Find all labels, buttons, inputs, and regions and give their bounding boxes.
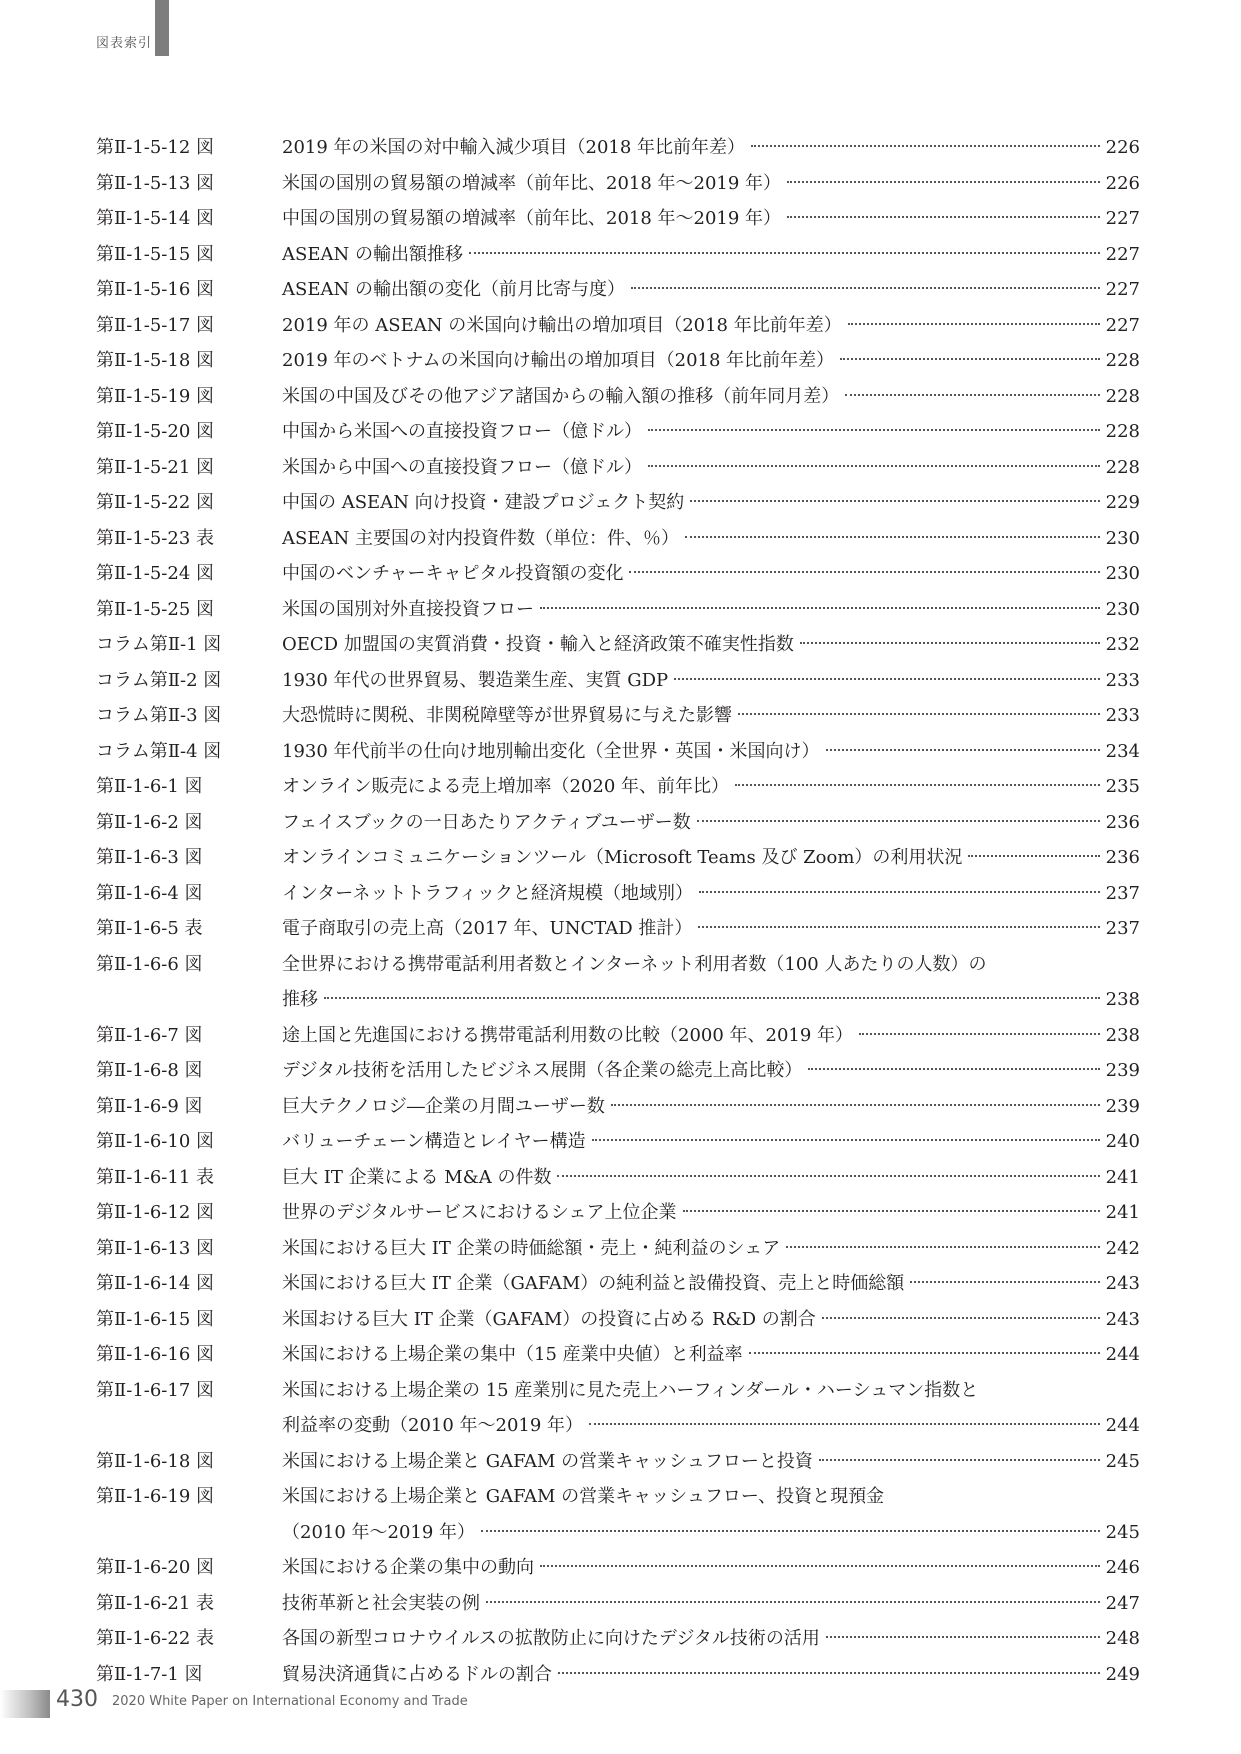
entry-title: デジタル技術を活用したビジネス展開（各企業の総売上高比較） bbox=[282, 1060, 803, 1081]
dot-leader bbox=[787, 181, 1100, 183]
entry-line bbox=[282, 627, 1140, 663]
index-entry bbox=[96, 1124, 1140, 1160]
entry-label: 第Ⅱ-1-6-15 図 bbox=[96, 1308, 215, 1330]
entry-label: 第Ⅱ-1-6-21 表 bbox=[96, 1592, 215, 1614]
dot-leader bbox=[481, 1530, 1100, 1532]
entry-body bbox=[282, 272, 1140, 308]
dot-leader bbox=[968, 855, 1099, 857]
entry-line bbox=[282, 343, 1140, 379]
entry-title: 米国の国別の貿易額の増減率（前年比、2018 年～2019 年） bbox=[282, 172, 782, 194]
entry-line bbox=[282, 1231, 1140, 1267]
entry-body bbox=[282, 1053, 1140, 1089]
entry-title: 巨大 IT 企業による M&A の件数 bbox=[282, 1166, 552, 1188]
entry-line bbox=[282, 592, 1140, 628]
entry-line bbox=[282, 450, 1140, 486]
entry-page-number: 229 bbox=[1105, 492, 1140, 513]
entry-label: 第Ⅱ-1-6-22 表 bbox=[96, 1628, 215, 1649]
entry-title: 米国における巨大 IT 企業（GAFAM）の純利益と設備投資、売上と時価総額 bbox=[282, 1273, 905, 1294]
entry-body bbox=[282, 769, 1140, 805]
index-entry bbox=[96, 734, 1140, 770]
entry-label: コラム第Ⅱ-3 図 bbox=[96, 705, 222, 726]
entry-label: 第Ⅱ-1-6-20 図 bbox=[96, 1557, 215, 1578]
entry-title: 2019 年の ASEAN の米国向け輸出の増加項目（2018 年比前年差） bbox=[282, 314, 842, 336]
entry-page-number: 249 bbox=[1105, 1663, 1140, 1685]
dot-leader bbox=[592, 1139, 1100, 1141]
entry-page-number: 239 bbox=[1105, 1060, 1140, 1081]
entry-title: 米国における巨大 IT 企業の時価総額・売上・純利益のシェア bbox=[282, 1237, 781, 1259]
entry-body bbox=[282, 343, 1140, 379]
entry-body bbox=[282, 1550, 1140, 1586]
index-entry bbox=[96, 876, 1140, 912]
entry-page-number: 241 bbox=[1105, 1166, 1140, 1188]
entry-body bbox=[282, 1195, 1140, 1231]
dot-leader bbox=[648, 465, 1100, 467]
entry-label: 第Ⅱ-1-5-17 図 bbox=[96, 314, 215, 336]
dot-leader bbox=[800, 642, 1100, 644]
dot-leader bbox=[683, 1210, 1100, 1212]
entry-label: 第Ⅱ-1-5-18 図 bbox=[96, 350, 215, 371]
entry-page-number: 236 bbox=[1105, 811, 1140, 833]
entry-page-number: 228 bbox=[1105, 350, 1140, 371]
index-entry bbox=[96, 414, 1140, 450]
entry-title: 米国における企業の集中の動向 bbox=[282, 1557, 534, 1578]
entry-line bbox=[282, 130, 1140, 166]
entry-title: 中国の ASEAN 向け投資・建設プロジェクト契約 bbox=[282, 492, 685, 513]
entry-body bbox=[282, 1231, 1140, 1267]
entry-page-number: 227 bbox=[1105, 208, 1140, 229]
entry-body bbox=[282, 237, 1140, 273]
entry-title: 中国の国別の貿易額の増減率（前年比、2018 年～2019 年） bbox=[282, 208, 782, 229]
entry-title: 2019 年のベトナムの米国向け輸出の増加項目（2018 年比前年差） bbox=[282, 350, 835, 371]
entry-label: 第Ⅱ-1-6-7 図 bbox=[96, 1024, 203, 1046]
entry-label: 第Ⅱ-1-5-16 図 bbox=[96, 279, 215, 300]
entry-page-number: 227 bbox=[1105, 243, 1140, 265]
index-entry bbox=[96, 663, 1140, 699]
entry-label: 第Ⅱ-1-6-4 図 bbox=[96, 882, 203, 904]
entry-label: 第Ⅱ-1-7-1 図 bbox=[96, 1663, 203, 1685]
entry-page-number: 248 bbox=[1105, 1628, 1140, 1649]
entry-line bbox=[282, 947, 1140, 983]
entry-title: 中国のベンチャーキャピタル投資額の変化 bbox=[282, 563, 624, 584]
dot-leader bbox=[840, 358, 1099, 360]
section-label: 図表索引 bbox=[96, 36, 153, 51]
index-entry bbox=[96, 1586, 1140, 1622]
dot-leader bbox=[822, 1317, 1100, 1319]
entry-title: （2010 年～2019 年） bbox=[282, 1521, 476, 1543]
entry-page-number: 245 bbox=[1105, 1450, 1140, 1472]
entry-title: 米国おける巨大 IT 企業（GAFAM）の投資に占める R&D の割合 bbox=[282, 1308, 816, 1330]
dot-leader bbox=[910, 1281, 1099, 1283]
index-entry bbox=[96, 201, 1140, 237]
entry-line bbox=[282, 1515, 1140, 1551]
dot-leader bbox=[819, 1459, 1100, 1461]
entry-body bbox=[282, 1302, 1140, 1338]
entry-page-number: 247 bbox=[1105, 1592, 1140, 1614]
entry-page-number: 228 bbox=[1105, 421, 1140, 442]
entry-label: 第Ⅱ-1-6-6 図 bbox=[96, 953, 203, 975]
entry-line bbox=[282, 1479, 1140, 1515]
entry-title: ASEAN の輸出額の変化（前月比寄与度） bbox=[282, 279, 625, 300]
entry-page-number: 238 bbox=[1105, 1024, 1140, 1046]
entry-title: 巨大テクノロジ―企業の月間ユーザー数 bbox=[282, 1095, 605, 1117]
entry-page-number: 233 bbox=[1105, 705, 1140, 726]
entry-line bbox=[282, 876, 1140, 912]
entry-label: 第Ⅱ-1-5-21 図 bbox=[96, 456, 215, 478]
entry-label: 第Ⅱ-1-6-8 図 bbox=[96, 1060, 203, 1081]
dot-leader bbox=[469, 252, 1100, 254]
entry-label: 第Ⅱ-1-6-11 表 bbox=[96, 1166, 215, 1188]
entry-body bbox=[282, 1089, 1140, 1125]
entry-label: 第Ⅱ-1-5-23 表 bbox=[96, 527, 215, 549]
dot-leader bbox=[611, 1104, 1100, 1106]
index-entry bbox=[96, 556, 1140, 592]
entry-label: 第Ⅱ-1-5-14 図 bbox=[96, 208, 215, 229]
index-entry bbox=[96, 947, 1140, 1018]
entry-line bbox=[282, 521, 1140, 557]
entry-label: 第Ⅱ-1-6-2 図 bbox=[96, 811, 203, 833]
entry-title: インターネットトラフィックと経済規模（地域別） bbox=[282, 882, 693, 904]
entry-page-number: 227 bbox=[1105, 279, 1140, 300]
entry-page-number: 238 bbox=[1105, 989, 1140, 1010]
entry-line bbox=[282, 414, 1140, 450]
entry-body bbox=[282, 1160, 1140, 1196]
entry-line bbox=[282, 1586, 1140, 1622]
index-entry bbox=[96, 272, 1140, 308]
entry-title: 全世界における携帯電話利用者数とインターネット利用者数（100 人あたりの人数）の bbox=[282, 953, 987, 975]
dot-leader bbox=[826, 1636, 1100, 1638]
index-entry bbox=[96, 308, 1140, 344]
entry-page-number: 235 bbox=[1105, 776, 1140, 797]
entry-page-number: 244 bbox=[1105, 1344, 1140, 1365]
entry-body bbox=[282, 805, 1140, 841]
entry-page-number: 226 bbox=[1105, 137, 1140, 158]
entry-body bbox=[282, 485, 1140, 521]
entry-label: 第Ⅱ-1-5-25 図 bbox=[96, 598, 215, 620]
entry-page-number: 241 bbox=[1105, 1202, 1140, 1223]
dot-leader bbox=[486, 1601, 1100, 1603]
entry-title: 中国から米国への直接投資フロー（億ドル） bbox=[282, 421, 642, 442]
index-entry bbox=[96, 1479, 1140, 1550]
entry-label: 第Ⅱ-1-6-9 図 bbox=[96, 1095, 203, 1117]
entry-label: 第Ⅱ-1-6-19 図 bbox=[96, 1486, 215, 1507]
index-entry bbox=[96, 485, 1140, 521]
entry-line bbox=[282, 982, 1140, 1018]
dot-leader bbox=[648, 429, 1100, 431]
entry-line bbox=[282, 1621, 1140, 1657]
entry-title: ASEAN 主要国の対内投資件数（単位：件、％） bbox=[282, 527, 679, 549]
entry-body bbox=[282, 166, 1140, 202]
index-entry bbox=[96, 1053, 1140, 1089]
entry-page-number: 227 bbox=[1105, 314, 1140, 336]
dot-leader bbox=[589, 1423, 1100, 1425]
index-entry bbox=[96, 627, 1140, 663]
entry-title: 途上国と先進国における携帯電話利用数の比較（2000 年、2019 年） bbox=[282, 1024, 854, 1046]
entry-page-number: 244 bbox=[1105, 1415, 1140, 1436]
entry-title: 米国における上場企業の 15 産業別に見た売上ハーフィンダール・ハーシュマン指数と bbox=[282, 1379, 979, 1401]
entry-body bbox=[282, 556, 1140, 592]
entry-body bbox=[282, 698, 1140, 734]
entry-line bbox=[282, 1266, 1140, 1302]
dot-leader bbox=[848, 323, 1100, 325]
entry-label: 第Ⅱ-1-6-3 図 bbox=[96, 847, 203, 868]
entry-line bbox=[282, 272, 1140, 308]
page-number: 430 bbox=[56, 1687, 98, 1712]
entry-label: 第Ⅱ-1-6-12 図 bbox=[96, 1202, 215, 1223]
index-entry bbox=[96, 237, 1140, 273]
index-entry bbox=[96, 805, 1140, 841]
entry-body bbox=[282, 201, 1140, 237]
entry-body bbox=[282, 1337, 1140, 1373]
dot-leader bbox=[699, 891, 1100, 893]
entry-title: 大恐慌時に関税、非関税障壁等が世界貿易に与えた影響 bbox=[282, 705, 732, 726]
entry-title: 電子商取引の売上高（2017 年、UNCTAD 推計） bbox=[282, 918, 693, 939]
entry-title: 1930 年代の世界貿易、製造業生産、実質 GDP bbox=[282, 669, 669, 691]
entry-body bbox=[282, 663, 1140, 699]
entry-line bbox=[282, 201, 1140, 237]
dot-leader bbox=[631, 287, 1100, 289]
index-entry bbox=[96, 1195, 1140, 1231]
entry-label: 第Ⅱ-1-6-5 表 bbox=[96, 918, 203, 939]
entry-body bbox=[282, 734, 1140, 770]
entry-line bbox=[282, 734, 1140, 770]
index-entry bbox=[96, 698, 1140, 734]
entry-label: 第Ⅱ-1-6-14 図 bbox=[96, 1273, 215, 1294]
entry-page-number: 242 bbox=[1105, 1237, 1140, 1259]
index-entry bbox=[96, 343, 1140, 379]
index-entry bbox=[96, 450, 1140, 486]
entry-label: 第Ⅱ-1-6-18 図 bbox=[96, 1450, 215, 1472]
dot-leader bbox=[557, 1175, 1099, 1177]
entry-label: コラム第Ⅱ-1 図 bbox=[96, 634, 222, 655]
dot-leader bbox=[540, 1565, 1100, 1567]
entry-title: 米国の国別対外直接投資フロー bbox=[282, 598, 534, 620]
index-entry bbox=[96, 1089, 1140, 1125]
entry-line bbox=[282, 1124, 1140, 1160]
index-entry bbox=[96, 1160, 1140, 1196]
entry-title: オンラインコミュニケーションツール（Microsoft Teams 及び Zoom）の利用状況 bbox=[282, 847, 963, 868]
entry-label: 第Ⅱ-1-5-12 図 bbox=[96, 137, 215, 158]
entry-title: 1930 年代前半の仕向け地別輸出変化（全世界・英国・米国向け） bbox=[282, 740, 820, 762]
figure-index-list bbox=[96, 130, 1140, 1692]
index-entry bbox=[96, 1231, 1140, 1267]
entry-line bbox=[282, 1657, 1140, 1693]
dot-leader bbox=[751, 145, 1100, 147]
entry-line bbox=[282, 166, 1140, 202]
entry-page-number: 233 bbox=[1105, 669, 1140, 691]
entry-title: バリューチェーン構造とレイヤー構造 bbox=[282, 1131, 586, 1152]
entry-page-number: 236 bbox=[1105, 847, 1140, 868]
entry-line bbox=[282, 1337, 1140, 1373]
index-entry bbox=[96, 379, 1140, 415]
entry-line bbox=[282, 1302, 1140, 1338]
entry-body bbox=[282, 130, 1140, 166]
entry-body bbox=[282, 876, 1140, 912]
index-entry bbox=[96, 769, 1140, 805]
entry-line bbox=[282, 1018, 1140, 1054]
entry-label: 第Ⅱ-1-5-22 図 bbox=[96, 492, 215, 513]
entry-title: 2019 年の米国の対中輸入減少項目（2018 年比前年差） bbox=[282, 137, 746, 158]
entry-body bbox=[282, 1373, 1140, 1444]
dot-leader bbox=[674, 678, 1099, 680]
dot-leader bbox=[787, 216, 1100, 218]
entry-line bbox=[282, 769, 1140, 805]
entry-label: コラム第Ⅱ-4 図 bbox=[96, 740, 222, 762]
entry-body bbox=[282, 521, 1140, 557]
dot-leader bbox=[749, 1352, 1100, 1354]
index-entry bbox=[96, 1444, 1140, 1480]
entry-line bbox=[282, 1373, 1140, 1409]
index-entry bbox=[96, 1337, 1140, 1373]
index-entry bbox=[96, 166, 1140, 202]
entry-body bbox=[282, 947, 1140, 1018]
entry-label: 第Ⅱ-1-6-17 図 bbox=[96, 1379, 215, 1401]
dot-leader bbox=[697, 820, 1100, 822]
dot-leader bbox=[324, 997, 1100, 999]
publication-title: 2020 White Paper on International Economy and Trade bbox=[112, 1694, 468, 1709]
entry-line bbox=[282, 698, 1140, 734]
entry-page-number: 230 bbox=[1105, 527, 1140, 549]
entry-page-number: 237 bbox=[1105, 882, 1140, 904]
entry-title: ASEAN の輸出額推移 bbox=[282, 243, 463, 265]
entry-body bbox=[282, 840, 1140, 876]
entry-body bbox=[282, 1621, 1140, 1657]
entry-body bbox=[282, 1586, 1140, 1622]
dot-leader bbox=[690, 500, 1099, 502]
entry-page-number: 246 bbox=[1105, 1557, 1140, 1578]
dot-leader bbox=[558, 1672, 1100, 1674]
entry-body bbox=[282, 627, 1140, 663]
index-entry bbox=[96, 1266, 1140, 1302]
entry-page-number: 228 bbox=[1105, 385, 1140, 407]
entry-page-number: 226 bbox=[1105, 172, 1140, 194]
entry-label: 第Ⅱ-1-6-1 図 bbox=[96, 776, 203, 797]
entry-title: 技術革新と社会実装の例 bbox=[282, 1592, 480, 1614]
entry-title: OECD 加盟国の実質消費・投資・輸入と経済政策不確実性指数 bbox=[282, 634, 794, 655]
entry-line bbox=[282, 1550, 1140, 1586]
entry-body bbox=[282, 414, 1140, 450]
index-entry bbox=[96, 840, 1140, 876]
entry-page-number: 243 bbox=[1105, 1273, 1140, 1294]
entry-label: 第Ⅱ-1-6-10 図 bbox=[96, 1131, 215, 1152]
entry-line bbox=[282, 485, 1140, 521]
entry-page-number: 234 bbox=[1105, 740, 1140, 762]
index-entry bbox=[96, 592, 1140, 628]
entry-body bbox=[282, 1444, 1140, 1480]
entry-title: 利益率の変動（2010 年～2019 年） bbox=[282, 1415, 584, 1436]
entry-line bbox=[282, 663, 1140, 699]
dot-leader bbox=[808, 1068, 1099, 1070]
dot-leader bbox=[826, 749, 1100, 751]
entry-body bbox=[282, 1657, 1140, 1693]
entry-page-number: 230 bbox=[1105, 563, 1140, 584]
entry-label: 第Ⅱ-1-5-24 図 bbox=[96, 563, 215, 584]
entry-line bbox=[282, 1053, 1140, 1089]
entry-title: 推移 bbox=[282, 989, 318, 1010]
dot-leader bbox=[845, 394, 1099, 396]
entry-label: 第Ⅱ-1-6-16 図 bbox=[96, 1344, 215, 1365]
header-accent-bar bbox=[155, 0, 169, 56]
entry-body bbox=[282, 1124, 1140, 1160]
index-entry bbox=[96, 130, 1140, 166]
entry-body bbox=[282, 308, 1140, 344]
entry-line bbox=[282, 237, 1140, 273]
entry-page-number: 240 bbox=[1105, 1131, 1140, 1152]
entry-page-number: 239 bbox=[1105, 1095, 1140, 1117]
index-entry bbox=[96, 1302, 1140, 1338]
entry-label: 第Ⅱ-1-5-19 図 bbox=[96, 385, 215, 407]
entry-page-number: 232 bbox=[1105, 634, 1140, 655]
dot-leader bbox=[735, 784, 1100, 786]
entry-label: 第Ⅱ-1-6-13 図 bbox=[96, 1237, 215, 1259]
entry-line bbox=[282, 805, 1140, 841]
entry-line bbox=[282, 840, 1140, 876]
dot-leader bbox=[698, 926, 1099, 928]
entry-title: 米国の中国及びその他アジア諸国からの輸入額の推移（前年同月差） bbox=[282, 385, 840, 407]
entry-line bbox=[282, 1195, 1140, 1231]
dot-leader bbox=[859, 1033, 1100, 1035]
entry-title: 各国の新型コロナウイルスの拡散防止に向けたデジタル技術の活用 bbox=[282, 1628, 820, 1649]
entry-line bbox=[282, 1160, 1140, 1196]
entry-title: オンライン販売による売上増加率（2020 年、前年比） bbox=[282, 776, 729, 797]
entry-line bbox=[282, 308, 1140, 344]
entry-page-number: 230 bbox=[1105, 598, 1140, 620]
entry-title: 米国における上場企業の集中（15 産業中央値）と利益率 bbox=[282, 1344, 743, 1365]
entry-label: 第Ⅱ-1-5-20 図 bbox=[96, 421, 215, 442]
entry-page-number: 243 bbox=[1105, 1308, 1140, 1330]
index-entry bbox=[96, 521, 1140, 557]
index-entry bbox=[96, 1550, 1140, 1586]
entry-line bbox=[282, 1089, 1140, 1125]
dot-leader bbox=[786, 1246, 1099, 1248]
entry-body bbox=[282, 911, 1140, 947]
entry-body bbox=[282, 1018, 1140, 1054]
entry-title: 米国から中国への直接投資フロー（億ドル） bbox=[282, 456, 642, 478]
entry-page-number: 237 bbox=[1105, 918, 1140, 939]
entry-label: 第Ⅱ-1-5-13 図 bbox=[96, 172, 215, 194]
dot-leader bbox=[540, 607, 1100, 609]
entry-title: 米国における上場企業と GAFAM の営業キャッシュフローと投資 bbox=[282, 1450, 813, 1472]
entry-page-number: 228 bbox=[1105, 456, 1140, 478]
entry-title: 世界のデジタルサービスにおけるシェア上位企業 bbox=[282, 1202, 677, 1223]
entry-line bbox=[282, 911, 1140, 947]
dot-leader bbox=[738, 713, 1100, 715]
entry-body bbox=[282, 450, 1140, 486]
index-entry bbox=[96, 1621, 1140, 1657]
index-entry bbox=[96, 911, 1140, 947]
index-entry bbox=[96, 1018, 1140, 1054]
entry-body bbox=[282, 379, 1140, 415]
entry-label: コラム第Ⅱ-2 図 bbox=[96, 669, 222, 691]
entry-body bbox=[282, 1266, 1140, 1302]
entry-title: 米国における上場企業と GAFAM の営業キャッシュフロー、投資と現預金 bbox=[282, 1486, 885, 1507]
entry-body bbox=[282, 592, 1140, 628]
index-entry bbox=[96, 1657, 1140, 1693]
entry-body bbox=[282, 1479, 1140, 1550]
dot-leader bbox=[685, 536, 1100, 538]
entry-line bbox=[282, 556, 1140, 592]
footer-accent-bar bbox=[0, 1690, 50, 1718]
index-entry bbox=[96, 1373, 1140, 1444]
entry-title: 貿易決済通貨に占めるドルの割合 bbox=[282, 1663, 552, 1685]
entry-title: フェイスブックの一日あたりアクティブユーザー数 bbox=[282, 811, 691, 833]
entry-label: 第Ⅱ-1-5-15 図 bbox=[96, 243, 215, 265]
entry-line bbox=[282, 1444, 1140, 1480]
entry-line bbox=[282, 1408, 1140, 1444]
entry-line bbox=[282, 379, 1140, 415]
entry-page-number: 245 bbox=[1105, 1521, 1140, 1543]
dot-leader bbox=[629, 571, 1099, 573]
